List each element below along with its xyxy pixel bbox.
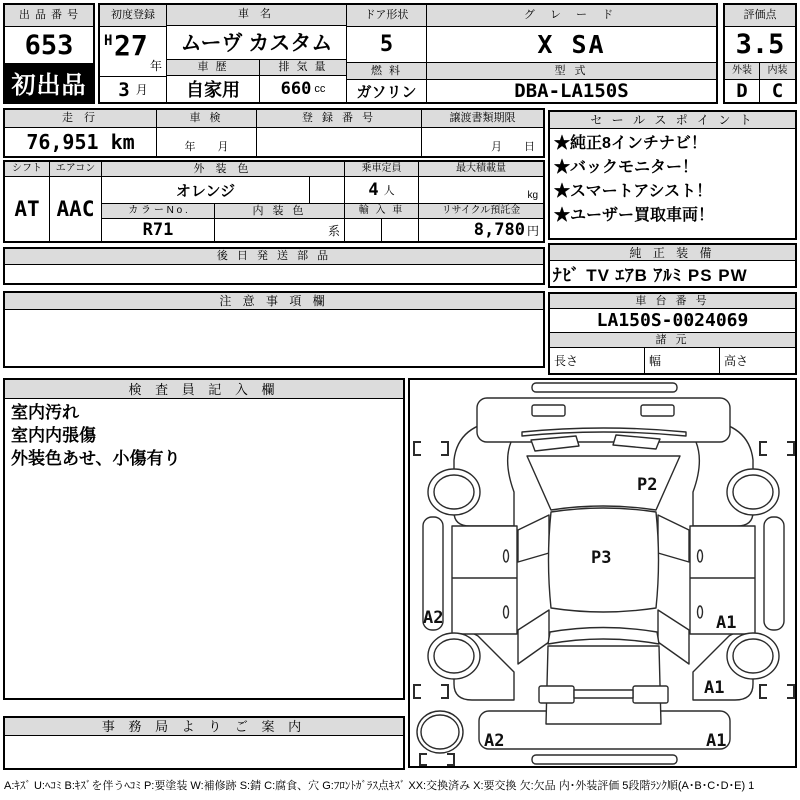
recycle-cell (419, 219, 543, 241)
import-value-cell (345, 219, 419, 241)
model-code-value: DBA-LA150S (514, 80, 629, 102)
score-value: 3.5 (725, 27, 795, 63)
office-info-label: 事 務 局 よ り ご 案 内 (5, 718, 403, 736)
score-panel (723, 3, 797, 104)
later-parts-content (5, 265, 543, 283)
vehicle-info-table (98, 3, 718, 104)
grade-column (427, 5, 716, 102)
history-value: 自家用 (167, 76, 260, 102)
capacity-label: 乗車定員 (345, 162, 419, 176)
front-bumper (477, 398, 730, 442)
sales-points-label: セ ー ル ス ポ イ ン ト (550, 112, 795, 129)
lot-label: 出 品 番 号 (5, 5, 93, 27)
color-no-label: カ ラ ー N o . (102, 204, 215, 218)
door-handle (504, 606, 509, 618)
exterior-color-extra-cell (310, 177, 345, 203)
door-handle (504, 550, 509, 562)
exterior-grade-label: 外装 (725, 63, 760, 79)
mileage-table (3, 108, 545, 158)
damage-label-side-a1: A1 (716, 613, 737, 633)
shift-label: シフト (5, 162, 49, 177)
exterior-color-value: オレンジ (102, 177, 310, 203)
first-registration-column (100, 5, 167, 102)
lot-panel (3, 3, 95, 104)
displacement-unit: cc (314, 83, 326, 95)
rear-window (548, 628, 659, 645)
damage-label-rear-a1: A1 (706, 731, 727, 751)
transfer-docs-placeholder: 月 日 (491, 141, 535, 153)
aircon-value: AAC (56, 197, 95, 221)
lot-number: 653 (24, 29, 74, 61)
interior-grade-label: 内装 (760, 63, 795, 79)
inspector-note-line: 外装色あせ、小傷有り (11, 449, 181, 468)
era-prefix: H (104, 33, 113, 49)
interior-color-suffix: 系 (215, 219, 345, 241)
sales-points-panel (548, 110, 797, 240)
import-label: 輸 入 車 (345, 204, 419, 218)
recycle-label: リサイクル預託金 (419, 204, 543, 218)
car-name-column (167, 5, 347, 102)
genuine-equipment-label: 純 正 装 備 (550, 245, 795, 261)
registration-number-value (257, 128, 422, 156)
office-info-content (5, 736, 403, 768)
height-label: 高さ (724, 354, 749, 368)
grade-value: X SA (427, 27, 716, 63)
shaken-placeholder: 年 月 (157, 128, 257, 156)
rear-strip (532, 755, 677, 764)
chassis-value: LA150S-0024069 (550, 309, 795, 333)
front-roof-strip (532, 383, 677, 392)
door-shape-value: 5 (347, 27, 426, 63)
damage-label-p3: P3 (591, 548, 612, 568)
equipment-table (3, 160, 545, 243)
first-registration-month-cell (100, 77, 166, 102)
exterior-grade-value: D (725, 80, 760, 102)
car-damage-diagram (410, 380, 795, 766)
score-label: 評価点 (725, 5, 795, 27)
first-listing-badge: 初出品 (5, 63, 93, 102)
shift-value: AT (14, 197, 40, 221)
sales-point: ★ユーザー買取車両！ (554, 207, 715, 224)
right-sill (764, 517, 784, 630)
displacement-value: 660 (280, 79, 312, 99)
damage-label-side-a2: A2 (423, 608, 444, 628)
max-load-unit: kg (527, 190, 538, 201)
notes-content (5, 310, 543, 366)
aircon-label: エアコン (50, 162, 101, 177)
width-label: 幅 (645, 348, 720, 373)
car-name-value: ムーヴ カスタム (167, 26, 346, 60)
damage-label-rear-a2: A2 (484, 731, 505, 751)
first-registration-label: 初度登録 (100, 5, 166, 27)
registration-number-label: 登 録 番 号 (257, 110, 422, 127)
capacity-cell (345, 177, 419, 203)
month-unit: 月 (135, 83, 148, 97)
mileage-label: 走 行 (5, 110, 157, 127)
notes-label: 注 意 事 項 欄 (5, 293, 543, 310)
interior-color-label: 内 装 色 (215, 204, 345, 218)
max-load-label: 最大積載量 (419, 162, 543, 176)
grade-label: グ レ ー ド (427, 5, 716, 27)
interior-grade-value: C (771, 80, 784, 102)
notes-panel (3, 291, 545, 368)
door-handle (698, 550, 703, 562)
first-registration-year: 27 (114, 29, 148, 62)
recycle-unit: 円 (526, 223, 539, 238)
damage-label-quarter-a1: A1 (704, 678, 725, 698)
displacement-label: 排 気 量 (260, 60, 346, 75)
inspector-notes-panel (3, 378, 405, 700)
damage-label-p2: P2 (637, 475, 658, 495)
fuel-value: ガソリン (356, 83, 417, 101)
sales-point: ★バックモニター！ (554, 159, 699, 176)
capacity-value: 4 (368, 180, 379, 200)
exterior-color-label: 外 装 色 (102, 162, 345, 176)
genuine-equipment-value: ﾅﾋﾞ TV ｴｱB ｱﾙﾐ PS PW (553, 266, 748, 285)
recycle-value: 8,780 (473, 220, 525, 240)
first-registration-month: 3 (118, 78, 130, 101)
sales-point: ★スマートアシスト！ (554, 183, 713, 200)
car-name-label: 車 名 (167, 5, 346, 26)
fuel-label: 燃 料 (347, 63, 426, 80)
sales-point: ★純正8インチナビ！ (554, 135, 707, 152)
first-registration-year-cell (100, 27, 166, 77)
genuine-equipment-panel (548, 243, 797, 288)
door-handle (698, 606, 703, 618)
chassis-label: 車 台 番 号 (550, 294, 795, 309)
door-shape-label: ドア形状 (347, 5, 426, 27)
doors-column (347, 5, 427, 102)
damage-code-legend: A:ｷｽﾞ U:ﾍｺﾐ B:ｷｽﾞを伴うﾍｺﾐ P:要塗装 W:補修跡 S:錆 C:腐食、穴 G:ﾌﾛﾝﾄｶﾞﾗｽ点ｷｽﾞ XX:交換済み X:要交換 欠:欠品 内･外装評価 5段階ﾗﾝｸ順(A･B･C･D･E) 1 (4, 780, 755, 792)
dimensions-label: 諸 元 (550, 333, 795, 348)
shaken-label: 車 検 (157, 110, 257, 127)
tailgate (546, 646, 661, 724)
color-no-value: R71 (102, 219, 215, 241)
chassis-panel (548, 292, 797, 375)
inspector-note-line: 室内汚れ (11, 403, 79, 422)
inspector-notes-label: 検 査 員 記 入 欄 (5, 380, 403, 399)
later-parts-panel (3, 247, 545, 285)
inspector-note-line: 室内内張傷 (11, 426, 96, 445)
history-label: 車 歴 (167, 60, 260, 75)
length-label: 長さ (550, 348, 645, 373)
office-info-panel (3, 716, 405, 770)
damage-diagram-panel (408, 378, 797, 768)
year-unit: 年 (149, 59, 162, 73)
mileage-value: 76,951 km (5, 128, 157, 156)
transfer-docs-label: 譲渡書類期限 (422, 110, 543, 127)
capacity-unit: 人 (383, 185, 395, 197)
model-code-label: 型 式 (427, 63, 716, 80)
later-parts-label: 後 日 発 送 部 品 (5, 249, 543, 265)
